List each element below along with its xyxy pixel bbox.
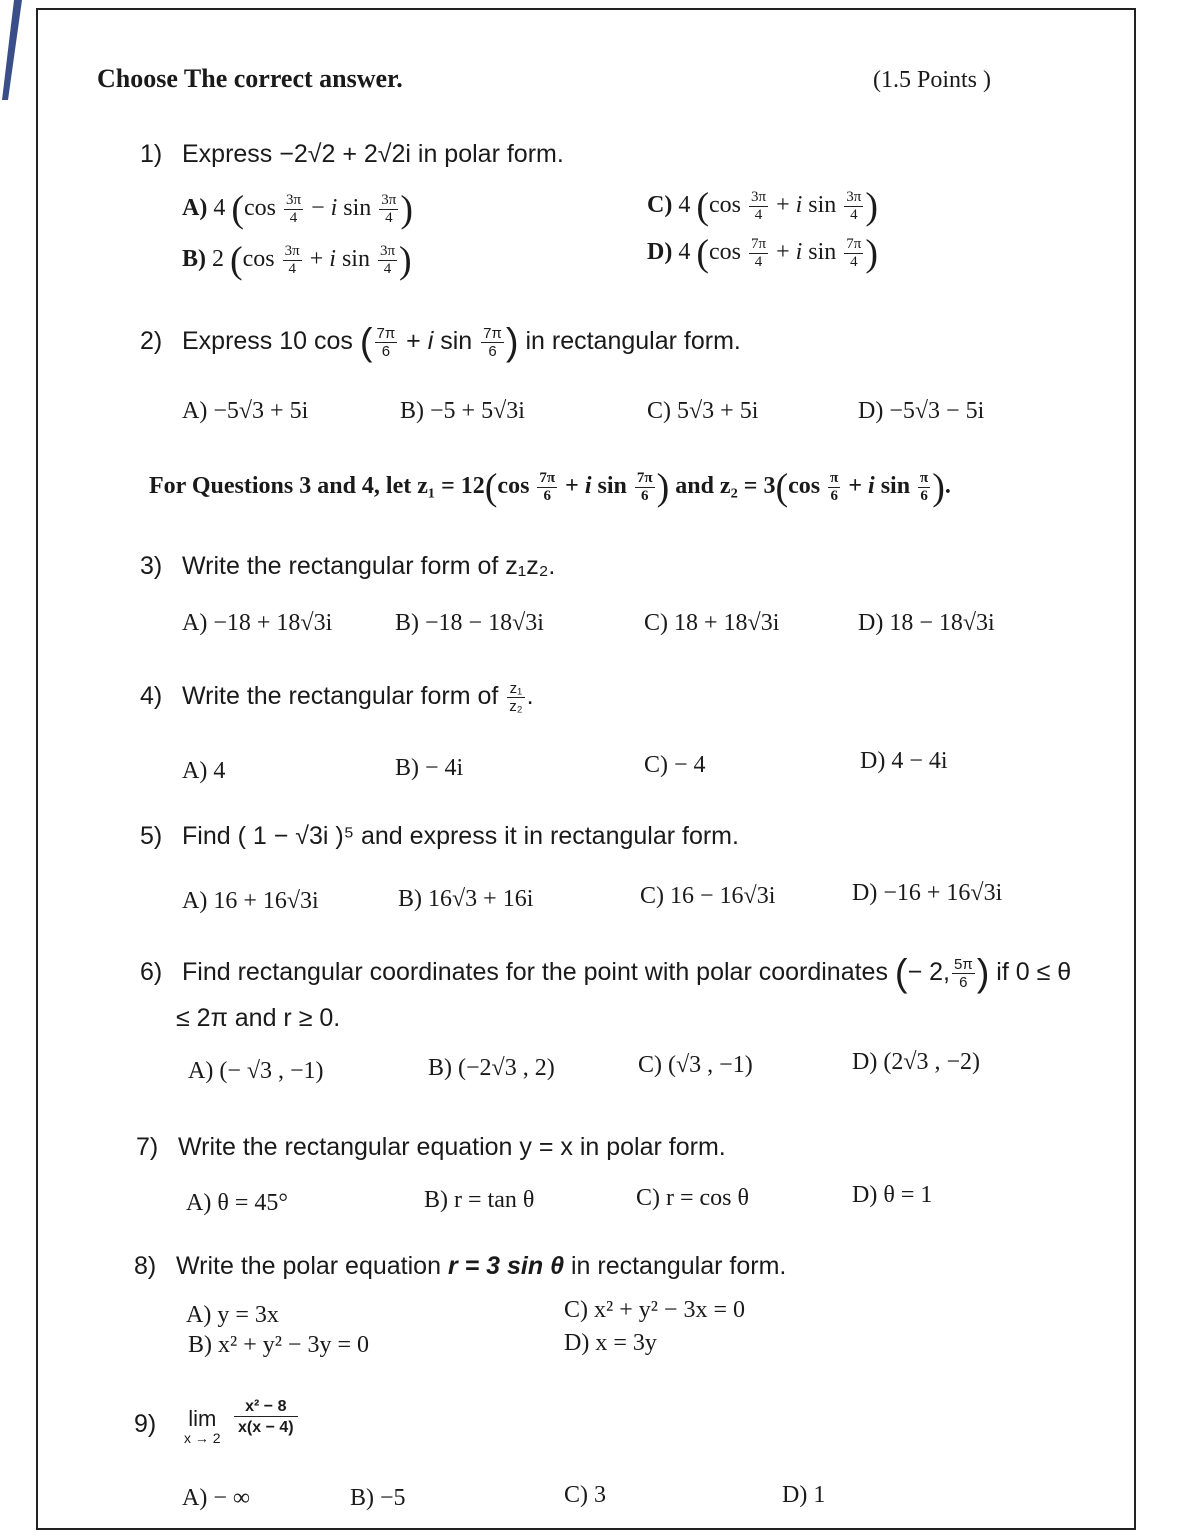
q8-option-a[interactable]: A) y = 3x [186, 1302, 279, 1328]
q5-option-a[interactable]: A) 16 + 16√3i [182, 888, 319, 914]
q1-option-b[interactable]: B) 2 (cos $\frac{3\pi}{4}$ + i sin $\frac{3\pi}{4}$ ) [182, 239, 412, 282]
q6-option-d[interactable]: D) (2√3 , −2) [852, 1049, 981, 1075]
binder-mark [0, 0, 30, 100]
q3-option-d[interactable]: D) 18 − 18√3i [858, 610, 995, 636]
question-2: 2) Express 10 cos ( $\frac{7\pi}{6}$ + i sin $\frac{7\pi}{6}$ ) in rectangular form. [140, 321, 741, 364]
q3-option-c[interactable]: C) 18 + 18√3i [644, 610, 780, 636]
q7-option-d[interactable]: D) θ = 1 [852, 1182, 933, 1208]
q6-option-c[interactable]: C) (√3 , −1) [638, 1052, 753, 1078]
q6-option-b[interactable]: B) (−2√3 , 2) [428, 1055, 555, 1081]
points-label: (1.5 Points ) [873, 67, 992, 93]
q8-option-d[interactable]: D) x = 3y [564, 1330, 657, 1356]
q7-option-a[interactable]: A) θ = 45° [186, 1190, 288, 1216]
limit-expression: x² − 8 x(x − 4) [234, 1398, 298, 1437]
q4-option-b[interactable]: B) − 4i [395, 755, 464, 781]
q7-option-c[interactable]: C) r = cos θ [636, 1185, 750, 1211]
q7-option-b[interactable]: B) r = tan θ [424, 1187, 535, 1213]
q4-option-a[interactable]: A) 4 [182, 758, 226, 784]
question-1 [140, 140, 564, 169]
question-9-number: 9) [134, 1410, 157, 1438]
q3-option-a[interactable]: A) −18 + 18√3i [182, 610, 333, 636]
q2-option-c[interactable]: C) 5√3 + 5i [647, 398, 759, 424]
question-3: 3) Write the rectangular form of z₁z₂. [140, 552, 556, 580]
q8-option-b[interactable]: B) x² + y² − 3y = 0 [188, 1332, 369, 1358]
q8-option-c[interactable]: C) x² + y² − 3x = 0 [564, 1297, 745, 1323]
q4-option-d[interactable]: D) 4 − 4i [860, 748, 948, 774]
question-4: 4) Write the rectangular form of $\frac{\text{z₁}}{\text{z₂}}$ . [140, 680, 534, 715]
q2-option-b[interactable]: B) −5 + 5√3i [400, 398, 525, 424]
q9-option-a[interactable]: A) − ∞ [182, 1485, 250, 1511]
q1-option-a[interactable]: A) 4 (cos $\frac{3\pi}{4}$ − i sin $\frac{3\pi}{4}$ ) [182, 188, 414, 231]
q5-option-d[interactable]: D) −16 + 16√3i [852, 880, 1003, 906]
question-7: 7) Write the rectangular equation y = x in polar form. [136, 1133, 726, 1161]
limit-operator: lim x → 2 [184, 1406, 221, 1446]
q9-option-d[interactable]: D) 1 [782, 1482, 826, 1508]
question-6: 6) Find rectangular coordinates for the point with polar coordinates (− 2, $\frac{5\pi}{6}$ ) if 0 ≤ θ [140, 952, 1072, 995]
question-text: Express −2√2 + 2√2i in polar form. [182, 140, 564, 168]
questions-3-4-intro: For Questions 3 and 4, let z₁ = 12(cos $\frac{7\pi}{6}$ + i sin $\frac{7\pi}{6}$ ) and z₂ = 3(cos $\frac{\pi}{6}$ + i sin $\frac{\pi}{6}$ ). [149, 466, 951, 509]
instruction-heading: Choose The correct answer. [97, 64, 403, 93]
q6-option-a[interactable]: A) (− √3 , −1) [188, 1058, 324, 1084]
q9-option-b[interactable]: B) −5 [350, 1485, 406, 1511]
question-5: 5) Find ( 1 − √3i )⁵ and express it in rectangular form. [140, 822, 739, 850]
q9-option-c[interactable]: C) 3 [564, 1482, 606, 1508]
q2-option-d[interactable]: D) −5√3 − 5i [858, 398, 985, 424]
q1-option-c[interactable]: C) 4 (cos $\frac{3\pi}{4}$ + i sin $\frac{3\pi}{4}$ ) [647, 185, 879, 228]
q3-option-b[interactable]: B) −18 − 18√3i [395, 610, 544, 636]
q5-option-b[interactable]: B) 16√3 + 16i [398, 886, 534, 912]
question-8: 8) Write the polar equation r = 3 sin θ in rectangular form. [134, 1252, 787, 1280]
q2-option-a[interactable]: A) −5√3 + 5i [182, 398, 309, 424]
q4-option-c[interactable]: C) − 4 [644, 752, 706, 778]
question-number: 1) [140, 140, 163, 168]
q1-option-d[interactable]: D) 4 (cos $\frac{7\pi}{4}$ + i sin $\frac{7\pi}{4}$ ) [647, 232, 879, 275]
question-6-condition: ≤ 2π and r ≥ 0. [176, 1004, 341, 1032]
q5-option-c[interactable]: C) 16 − 16√3i [640, 883, 776, 909]
